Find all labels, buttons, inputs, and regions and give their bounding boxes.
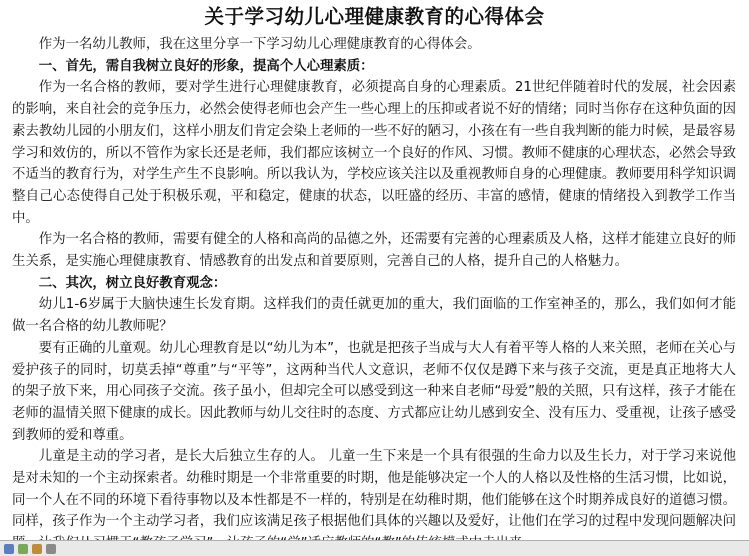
body-paragraph: 作为一名合格的教师，需要有健全的人格和高尚的品德之外，还需要有完善的心理素质及人格，这样才能建立良好的师生关系，是实施心理健康教育、情感教育的出发点和首要原则，完善自己的人格，提升自己的人格魅力。	[12, 232, 736, 270]
page-icon[interactable]	[32, 544, 42, 554]
paragraph-icon[interactable]	[18, 544, 28, 554]
body-paragraph: 作为一名合格的教师，要对学生进行心理健康教育，必须提高自身的心理素质。21世纪伴随着时代的发展，社会因素的影响，来自社会的竞争压力，必然会使得老师也会产生一些心理上的压抑或者说不好的情绪；同时当你存在这种负面的因素去教幼儿园的小朋友们，这样小朋友们肯定会染上老师的一些不好的陋习，小孩在有一些自我判断的能力时候，是最容易学习和效仿的，所以不管作为家长还是老师，我们都应该树立一个良好的作风、习惯。教师不健康的心理状态，必然会导致不适当的教育行为，对学生产生不良影响。所以我认为，学校应该关注以及重视教师自身的心理健康。教师要用科学知识调整自己心态使得自己处于积极乐观，平和稳定，健康的状态，以旺盛的经历、丰富的感情，健康的情绪投入到教学工作当中。	[12, 80, 736, 226]
document-title: 关于学习幼儿心理健康教育的心得体会	[204, 5, 545, 28]
body-paragraph: 要有正确的儿童观。幼儿心理教育是以“幼儿为本”，也就是把孩子当成与大人有着平等人格的人来关照，老师在关心与爱护孩子的同时，切莫丢掉“尊重”与“平等”，这两种当代人文意识，老师不仅仅是蹲下来与孩子交流，更是真正地将大人的架子放下来，用心同孩子交流。孩子虽小，但却完全可以感受到这一种来自老师“母爱”般的关照，只有这样，孩子才能在老师的温情关照下健康的成长。因此教师与幼儿交往时的态度、方式都应让幼儿感到安全、没有压力、受重视，让孩子感受到教师的爱和尊重。	[12, 340, 736, 443]
body-paragraph: 儿童是主动的学习者，是长大后独立生存的人。 儿童一生下来是一个具有很强的生命力以及生长力，对于学习来说他是对未知的一个主动探索者。幼稚时期是一个非常重要的时期，他是能够决定一个人的人格以及性格的生活习惯，比如说，同一个人在不同的环境下看待事物以及本性都是不一样的，特别是在幼稚时期，他们能够在这个时期养成良好的道德习惯。同样，孩子作为一个主动学习者，我们应该满足孩子根据他们具体的兴趣以及爱好，让他们在学习的过程中发现问题解决问	[12, 449, 736, 530]
body-paragraph: 作为一名幼儿教师，我在这里分享一下学习幼儿心理健康教育的心得体会。	[38, 37, 481, 52]
document-icon[interactable]	[4, 544, 14, 554]
body-paragraph: 幼儿1-6岁属于大脑快速生长发育期。这样我们的责任就更加的重大，我们面临的工作室神圣的，那么，我们如何才能做一名合格的幼儿教师呢？	[12, 297, 736, 335]
paragraph-list	[0, 34, 749, 555]
settings-icon[interactable]	[46, 544, 56, 554]
section-heading: 一、首先，需自我树立良好的形象，提高个人心理素质：	[38, 58, 374, 74]
section-heading: 二、其次，树立良好教育观念：	[38, 275, 227, 291]
bottom-toolbar	[0, 540, 749, 556]
